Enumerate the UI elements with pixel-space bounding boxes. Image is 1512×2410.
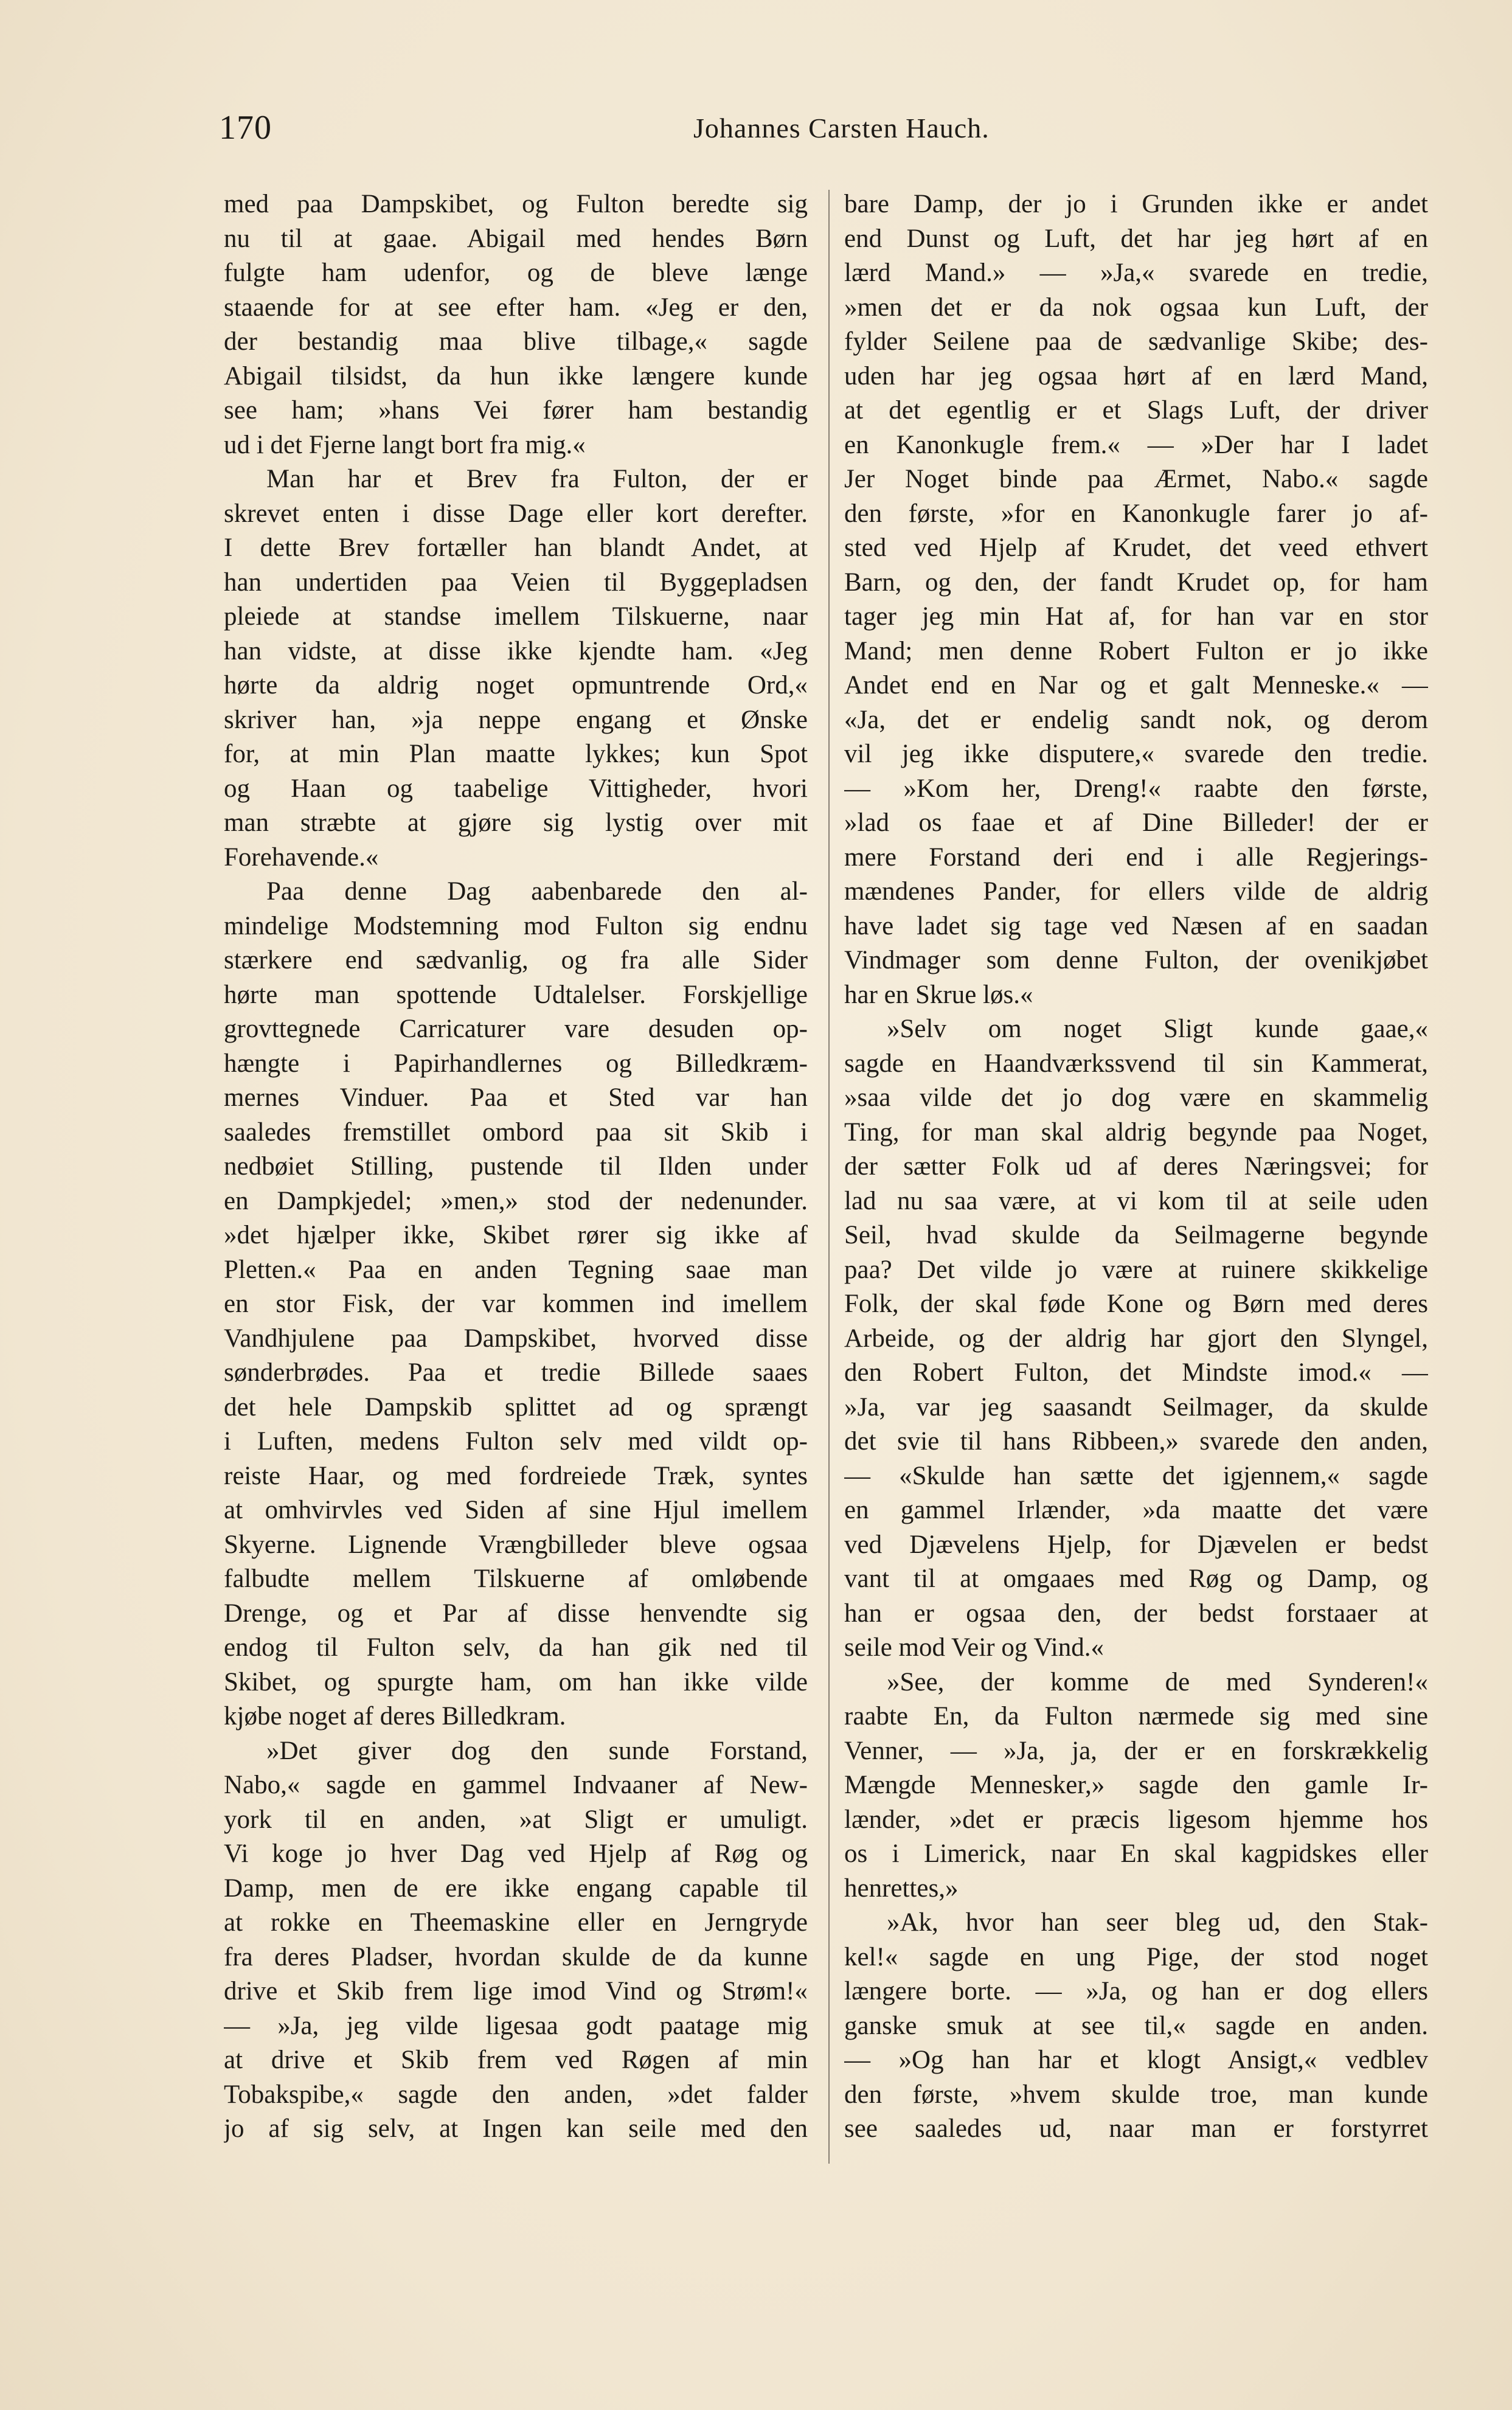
text-line: paa? Det vilde jo være at ruinere skikkelige: [844, 1255, 1428, 1284]
text-line: det svie til hans Ribbeen,» svarede den anden,: [844, 1427, 1428, 1456]
text-line: der sætter Folk ud af deres Næringsvei; for: [844, 1152, 1428, 1181]
text-line: Drenge, og et Par af disse henvendte sig: [224, 1599, 808, 1628]
text-line: mere Forstand deri end i alle Regjerings-: [844, 842, 1428, 872]
text-line: Paa denne Dag aabenbarede den al-: [266, 877, 808, 906]
text-line: en Kanonkugle frem.« — »Der har I ladet: [844, 430, 1428, 459]
right-column: [844, 187, 1428, 2147]
text-line: Skibet, og spurgte ham, om han ikke vilde: [224, 1667, 808, 1696]
text-line: han er ogsaa den, der bedst forstaaer at: [844, 1599, 1428, 1628]
text-line: vil jeg ikke disputere,« svarede den tredie.: [844, 740, 1428, 768]
text-line: at omhvirvles ved Siden af sine Hjul imellem: [224, 1496, 808, 1524]
text-line: »Ja, var jeg saasandt Seilmager, da skulde: [844, 1392, 1428, 1422]
text-line: stærkere end sædvanlig, og fra alle Sider: [224, 946, 808, 974]
text-line: raabte En, da Fulton nærmede sig med sine: [844, 1702, 1428, 1731]
text-line: den første, »for en Kanonkugle farer jo af-: [844, 499, 1428, 528]
text-line: og Haan og taabelige Vittigheder, hvori: [224, 774, 808, 803]
text-line: vant til at omgaaes med Røg og Damp, og: [844, 1564, 1428, 1593]
text-line: en gammel Irlænder, »da maatte det være: [844, 1496, 1428, 1524]
text-line: sagde en Haandværkssvend til sin Kammerat,: [844, 1049, 1428, 1078]
text-line: henrettes,»: [844, 1873, 959, 1903]
text-line: hørte man spottende Udtalelser. Forskjellige: [224, 980, 808, 1009]
text-line: have ladet sig tage ved Næsen af en saadan: [844, 911, 1428, 940]
text-line: Vindmager som denne Fulton, der ovenikjøbet: [844, 946, 1428, 974]
text-line: »Det giver dog den sunde Forstand,: [266, 1736, 808, 1765]
text-line: Seil, hvad skulde da Seilmagerne begynde: [844, 1221, 1428, 1249]
text-line: Abigail tilsidst, da hun ikke længere kunde: [224, 361, 808, 391]
text-line: uden har jeg ogsaa hørt af en lærd Mand,: [844, 361, 1428, 391]
text-line: Venner, — »Ja, ja, der er en forskrækkelig: [844, 1736, 1428, 1765]
text-line: falbudte mellem Tilskuerne af omløbende: [224, 1564, 808, 1593]
text-line: lænder, »det er præcis ligesom hjemme hos: [844, 1805, 1428, 1834]
text-line: — »Ja, jeg vilde ligesaa godt paatage mig: [224, 2011, 808, 2040]
text-line: skrevet enten i disse Dage eller kort derefter.: [224, 499, 808, 528]
text-line: ganske smuk at see til,« sagde en anden.: [844, 2011, 1428, 2040]
text-line: Folk, der skal føde Kone og Børn med deres: [844, 1290, 1428, 1318]
text-line: bare Damp, der jo i Grunden ikke er andet: [844, 190, 1428, 218]
text-line: lad nu saa være, at vi kom til at seile uden: [844, 1186, 1428, 1215]
page-number: 170: [219, 109, 272, 147]
text-line: see ham; »hans Vei fører ham bestandig: [224, 396, 808, 425]
text-line: i Luften, medens Fulton selv med vildt op-: [224, 1427, 808, 1456]
column-divider: [828, 190, 830, 2164]
text-line: Damp, men de ere ikke engang capable til: [224, 1873, 808, 1903]
text-line: fulgte ham udenfor, og de bleve længe: [224, 259, 808, 287]
text-line: tager jeg min Hat af, for han var en stor: [844, 602, 1428, 631]
text-line: Forehavende.«: [224, 842, 379, 872]
text-line: længere borte. — »Ja, og han er dog ellers: [844, 1977, 1428, 2005]
text-line: Arbeide, og der aldrig har gjort den Slyngel,: [844, 1324, 1428, 1353]
text-line: en Dampkjedel; »men,» stod der nedenunder.: [224, 1186, 808, 1215]
text-line: »det hjælper ikke, Skibet rører sig ikke af: [224, 1221, 808, 1249]
text-line: en stor Fisk, der var kommen ind imellem: [224, 1290, 808, 1318]
text-line: »See, der komme de med Synderen!«: [887, 1667, 1428, 1696]
text-line: sted ved Hjelp af Krudet, det veed ethvert: [844, 533, 1428, 562]
text-line: den første, »hvem skulde troe, man kunde: [844, 2080, 1428, 2109]
text-line: han vidste, at disse ikke kjendte ham. «Jeg: [224, 636, 808, 665]
text-line: I dette Brev fortæller han blandt Andet, at: [224, 533, 808, 562]
text-line: at det egentlig er et Slags Luft, der driver: [844, 396, 1428, 425]
text-line: see saaledes ud, naar man er forstyrret: [844, 2114, 1428, 2143]
text-line: endog til Fulton selv, da han gik ned til: [224, 1633, 808, 1662]
text-line: kjøbe noget af deres Billedkram.: [224, 1702, 566, 1731]
text-line: Mængde Mennesker,» sagde den gamle Ir-: [844, 1771, 1428, 1799]
text-line: mindelige Modstemning mod Fulton sig endnu: [224, 911, 808, 940]
text-line: os i Limerick, naar En skal kagpidskes eller: [844, 1839, 1428, 1868]
left-column: [224, 187, 808, 2147]
text-line: hørte da aldrig noget opmuntrende Ord,«: [224, 671, 808, 700]
text-line: nedbøiet Stilling, pustende til Ilden under: [224, 1152, 808, 1181]
text-line: Barn, og den, der fandt Krudet op, for ham: [844, 568, 1428, 597]
text-line: staaende for at see efter ham. «Jeg er den,: [224, 293, 808, 322]
text-line: — «Skulde han sætte det igjennem,« sagde: [844, 1461, 1428, 1490]
text-line: Man har et Brev fra Fulton, der er: [266, 465, 808, 493]
text-line: jo af sig selv, at Ingen kan seile med den: [224, 2114, 808, 2143]
text-line: der bestandig maa blive tilbage,« sagde: [224, 327, 808, 356]
text-line: «Ja, det er endelig sandt nok, og derom: [844, 705, 1428, 734]
text-line: Ting, for man skal aldrig begynde paa Noget,: [844, 1117, 1428, 1147]
text-line: »Selv om noget Sligt kunde gaae,«: [887, 1015, 1428, 1043]
text-line: ved Djævelens Hjelp, for Djævelen er bedst: [844, 1530, 1428, 1559]
text-line: det hele Dampskib splittet ad og sprængt: [224, 1392, 808, 1422]
text-line: fylder Seilene paa de sædvanlige Skibe; des-: [844, 327, 1428, 356]
text-line: — »Og han har et klogt Ansigt,« vedblev: [844, 2046, 1428, 2074]
text-line: Andet end en Nar og et galt Menneske.« —: [844, 671, 1428, 700]
text-line: Pletten.« Paa en anden Tegning saae man: [224, 1255, 808, 1284]
text-line: seile mod Veir og Vind.«: [844, 1633, 1104, 1662]
text-line: skriver han, »ja neppe engang et Ønske: [224, 705, 808, 734]
text-line: york til en anden, »at Sligt er umuligt.: [224, 1805, 808, 1834]
text-line: pleiede at standse imellem Tilskuerne, naar: [224, 602, 808, 631]
running-title: Johannes Carsten Hauch.: [693, 113, 990, 144]
text-line: ud i det Fjerne langt bort fra mig.«: [224, 430, 586, 459]
text-line: at drive et Skib frem ved Røgen af min: [224, 2046, 808, 2074]
text-line: mændenes Pander, for ellers vilde de aldrig: [844, 877, 1428, 906]
text-line: Vandhjulene paa Dampskibet, hvorved disse: [224, 1324, 808, 1353]
text-line: reiste Haar, og med fordreiede Træk, syntes: [224, 1461, 808, 1490]
text-line: man stræbte at gjøre sig lystig over mit: [224, 808, 808, 837]
text-line: Nabo,« sagde en gammel Indvaaner af New-: [224, 1771, 808, 1799]
text-line: fra deres Pladser, hvordan skulde de da kunne: [224, 1942, 808, 1971]
text-line: hængte i Papirhandlernes og Billedkræm-: [224, 1049, 808, 1078]
text-line: Mand; men denne Robert Fulton er jo ikke: [844, 636, 1428, 665]
text-line: Tobakspibe,« sagde den anden, »det falder: [224, 2080, 808, 2109]
text-line: »men det er da nok ogsaa kun Luft, der: [844, 293, 1428, 322]
text-line: drive et Skib frem lige imod Vind og Strøm!«: [224, 1977, 808, 2005]
text-line: den Robert Fulton, det Mindste imod.« —: [844, 1358, 1428, 1387]
text-line: Jer Noget binde paa Ærmet, Nabo.« sagde: [844, 465, 1428, 493]
text-line: mernes Vinduer. Paa et Sted var han: [224, 1083, 808, 1112]
text-line: nu til at gaae. Abigail med hendes Børn: [224, 224, 808, 253]
text-line: med paa Dampskibet, og Fulton beredte sig: [224, 190, 808, 218]
text-line: — »Kom her, Dreng!« raabte den første,: [844, 774, 1428, 803]
text-line: Skyerne. Lignende Vrængbilleder bleve ogsaa: [224, 1530, 808, 1559]
text-line: sønderbrødes. Paa et tredie Billede saaes: [224, 1358, 808, 1387]
text-line: har en Skrue løs.«: [844, 980, 1033, 1009]
text-line: for, at min Plan maatte lykkes; kun Spot: [224, 740, 808, 768]
text-line: end Dunst og Luft, det har jeg hørt af en: [844, 224, 1428, 253]
page-header: [219, 108, 1277, 157]
text-line: lærd Mand.» — »Ja,« svarede en tredie,: [844, 259, 1428, 287]
text-line: kel!« sagde en ung Pige, der stod noget: [844, 1942, 1428, 1971]
text-line: han undertiden paa Veien til Byggepladsen: [224, 568, 808, 597]
text-line: Vi koge jo hver Dag ved Hjelp af Røg og: [224, 1839, 808, 1868]
text-line: grovttegnede Carricaturer vare desuden op-: [224, 1015, 808, 1043]
text-line: at rokke en Theemaskine eller en Jerngryde: [224, 1908, 808, 1937]
text-line: »saa vilde det jo dog være en skammelig: [844, 1083, 1428, 1112]
text-line: »lad os faae et af Dine Billeder! der er: [844, 808, 1428, 837]
text-line: »Ak, hvor han seer bleg ud, den Stak-: [887, 1908, 1428, 1937]
text-line: saaledes fremstillet ombord paa sit Skib i: [224, 1117, 808, 1147]
